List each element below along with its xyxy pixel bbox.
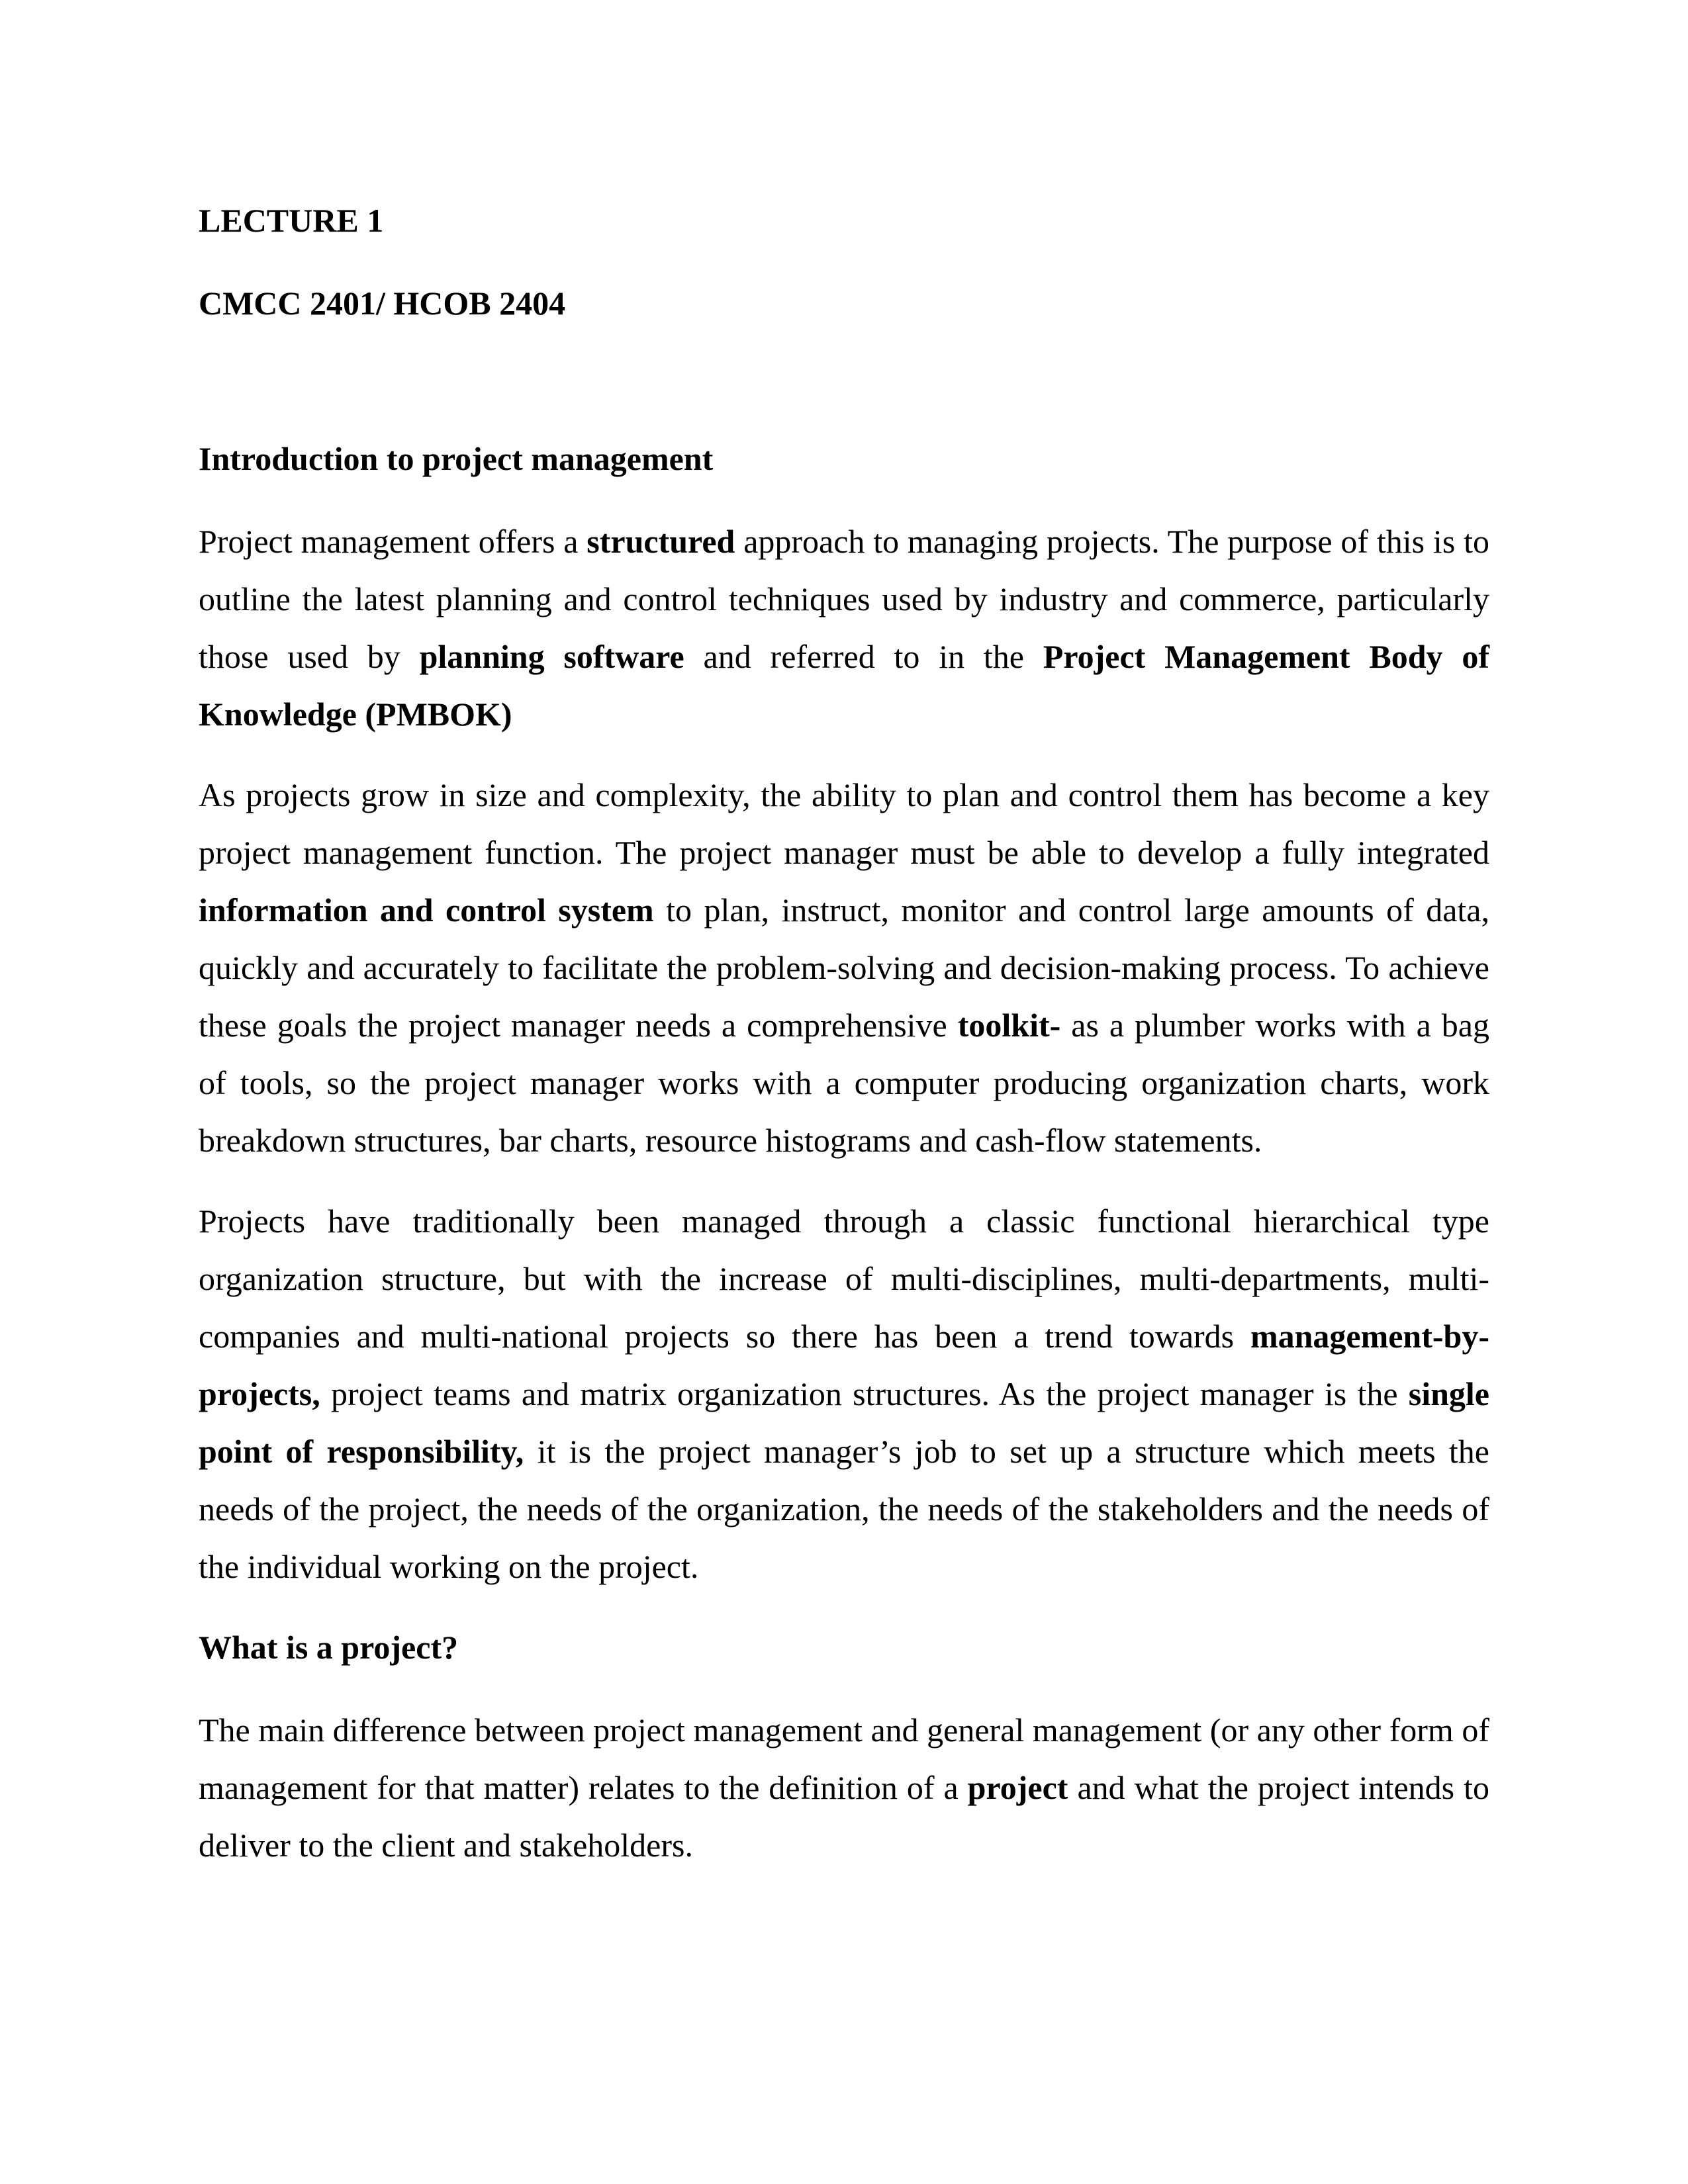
paragraph-traditional-management [199,1193,1489,1596]
text-run: approach to managing projects. The purpose of this is to outline the latest planning and control techniques used by industry and commerce, particularly those used by [199,523,1490,675]
text-run: to plan, instruct, monitor and control large amounts of data, quickly and accurately to facilitate the problem-solving and decision-making process. To achieve these goals the project manager needs a comprehensive [199,891,1489,1044]
course-code: CMCC 2401/ HCOB 2404 [199,285,566,322]
text-run: it is the project manager’s job to set up a structure which meets the needs of the project, the needs of the organization, the needs of the stakeholders and the needs of the individual working on the project. [199,1433,1489,1585]
section-heading-what-is-a-project: What is a project? [199,1629,459,1666]
bold-text-run: structured [586,523,735,560]
bold-text-run: planning software [419,638,684,675]
text-run: The main difference between project management and general management (or any other form of management for that matter) relates to the definition of a [199,1711,1489,1806]
paragraph-projects-grow [199,766,1489,1169]
bold-text-run: management-by-projects, [199,1318,1489,1412]
text-run: and what the project intends to deliver to the client and stakeholders. [199,1769,1489,1864]
lecture-title: LECTURE 1 [199,202,384,239]
text-run: as a plumber works with a bag of tools, so the project manager works with a computer producing organization charts, work breakdown structures, bar charts, resource histograms and cash-flow statements. [199,1007,1490,1159]
text-run: Projects have traditionally been managed through a classic functional hierarchical type organization structure, but with the increase of multi-disciplines, multi-departments, multi-companies and multi-national projects so there has been a trend towards [199,1203,1489,1355]
paragraph-structured-approach [199,513,1489,743]
bold-text-run: toolkit- [957,1007,1061,1044]
section-heading-introduction: Introduction to project management [199,440,714,477]
text-run: Project management offers a [199,523,587,560]
text-run: project teams and matrix organization structures. As the project manager is the [320,1375,1409,1412]
bold-text-run: project [967,1769,1068,1806]
text-run: and referred to in the [684,638,1043,675]
text-run: As projects grow in size and complexity, the ability to plan and control them has become a key project management function. The project manager must be able to develop a fully integrated [199,776,1489,871]
bold-text-run: Project Management Body of Knowledge (PMBOK) [199,638,1489,733]
bold-text-run: single point of responsibility, [199,1375,1489,1470]
bold-text-run: information and control system [199,891,654,929]
paragraph-main-difference [199,1702,1489,1874]
